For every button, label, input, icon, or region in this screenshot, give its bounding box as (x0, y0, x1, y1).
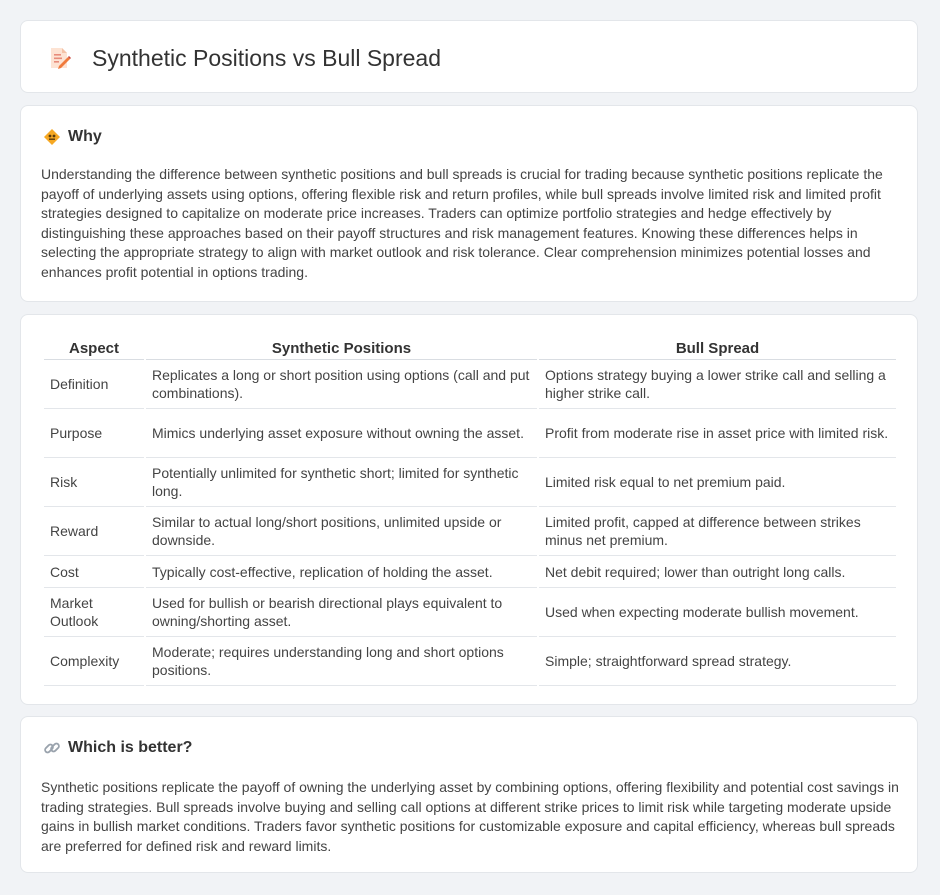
cell-bull-spread: Options strategy buying a lower strike call and selling a higher strike call. (539, 360, 896, 409)
cell-synthetic: Replicates a long or short position using options (call and put combinations). (146, 360, 537, 409)
cell-synthetic: Typically cost-effective, replication of holding the asset. (146, 556, 537, 588)
table-row (44, 360, 896, 409)
table-row (44, 588, 896, 637)
diamond-sign-icon (43, 128, 61, 146)
better-heading-row (43, 737, 192, 759)
cell-bull-spread: Net debit required; lower than outright long calls. (539, 556, 896, 588)
why-body: Understanding the difference between synthetic positions and bull spreads is crucial for trading because synthetic positions replicate the payoff of underlying assets using options, offering flexible risk and return profiles, while bull spreads involve limited risk and limited profit strategies designed to capitalize on moderate price increases. Traders can optimize portfolio strategies and hedge effectively by distinguishing these approaches based on their payoff structures and risk management features. Knowing these differences helps in selecting the appropriate strategy to align with market outlook and risk tolerance. Clear comprehension minimizes potential losses and enhances profit potential in options trading. (41, 166, 883, 280)
comparison-table (42, 336, 898, 686)
table-row (44, 637, 896, 686)
page-title: Synthetic Positions vs Bull Spread (92, 45, 442, 71)
cell-bull-spread: Limited risk equal to net premium paid. (539, 458, 896, 507)
cell-bull-spread: Limited profit, capped at difference between strikes minus net premium. (539, 507, 896, 556)
header-synthetic: Synthetic Positions (146, 336, 537, 360)
table-row (44, 458, 896, 507)
table-header-row (44, 336, 896, 360)
why-section (20, 105, 918, 302)
table-row (44, 507, 896, 556)
cell-bull-spread: Used when expecting moderate bullish movement. (539, 588, 896, 637)
cell-aspect: Definition (44, 360, 144, 409)
header-aspect: Aspect (44, 336, 144, 360)
cell-aspect: Risk (44, 458, 144, 507)
comparison-section (20, 314, 918, 705)
cell-aspect: Cost (44, 556, 144, 588)
header-bull-spread: Bull Spread (539, 336, 896, 360)
cell-synthetic: Used for bullish or bearish directional plays equivalent to owning/shorting asset. (146, 588, 537, 637)
cell-synthetic: Potentially unlimited for synthetic short; limited for synthetic long. (146, 458, 537, 507)
table-row (44, 556, 896, 588)
why-heading-row (43, 126, 102, 148)
why-heading: Why (68, 128, 102, 145)
cell-aspect: Purpose (44, 409, 144, 458)
link-icon (43, 739, 61, 757)
cell-aspect: Market Outlook (44, 588, 144, 637)
cell-aspect: Reward (44, 507, 144, 556)
cell-bull-spread: Simple; straightforward spread strategy. (539, 637, 896, 686)
better-heading: Which is better? (68, 739, 193, 756)
which-is-better-section (20, 716, 918, 873)
cell-synthetic: Similar to actual long/short positions, unlimited upside or downside. (146, 507, 537, 556)
cell-synthetic: Moderate; requires understanding long and short options positions. (146, 637, 537, 686)
title-card (20, 20, 918, 93)
table-row (44, 409, 896, 458)
cell-aspect: Complexity (44, 637, 144, 686)
cell-synthetic: Mimics underlying asset exposure without owning the asset. (146, 409, 537, 458)
cell-bull-spread: Profit from moderate rise in asset price with limited risk. (539, 409, 896, 458)
document-pencil-icon (47, 46, 71, 75)
better-body: Synthetic positions replicate the payoff of owning the underlying asset by combining options, offering flexibility and potential cost savings in trading strategies. Bull spreads involve buying and selling call options at different strike prices to limit risk while targeting moderate upside gains in bullish market conditions. Traders favor synthetic positions for customizable exposure and capital efficiency, whereas bull spreads are preferred for defined risk and reward limits. (41, 779, 899, 854)
